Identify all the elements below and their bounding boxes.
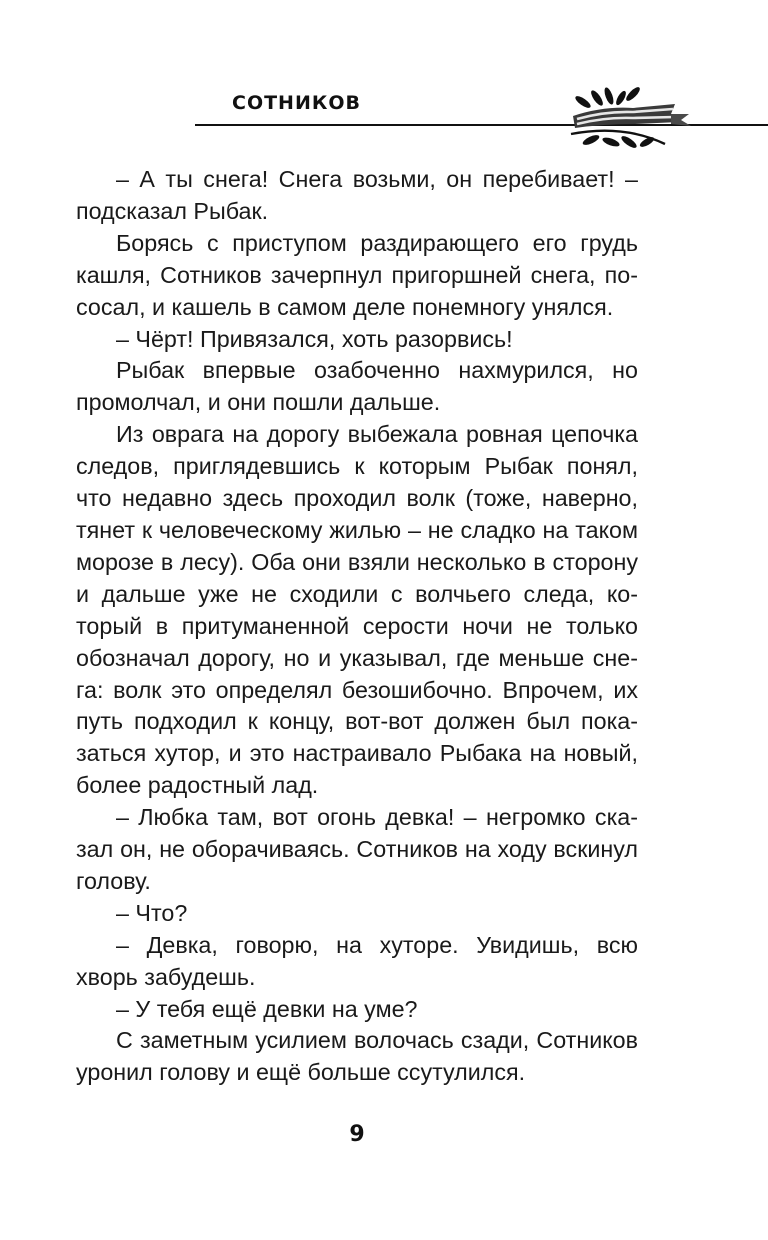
paragraph: Рыбак впервые озабоченно нахмурился, но промолчал, и они пошли дальше. — [76, 357, 638, 416]
paragraph: – Девка, говорю, на хуторе. Увидишь, всю хворь забудешь. — [76, 931, 638, 990]
page-number: 9 — [349, 1122, 365, 1147]
paragraph: – У тебя ещё девки на уме? — [116, 995, 418, 1022]
paragraph: Из оврага на дорогу выбежала ровная цепочка следов, приглядевшись к которым Рыбак понял, что недавно здесь проходил волк (тоже, наверно, тянет к человеческому жилью – не сладко на таком морозе в лесу). Оба они взяли несколько в сторону и дальше уже не сходили с волчьего следа, который в притуманенной серости ночи не только обозначал дорогу, но и указывал, где меньше снега: волк это определял безошибочно. Впрочем, их путь подходил к концу, вот-вот должен был показаться хутор, и это настраивало Рыбака на новый, более радостный лад. — [76, 421, 638, 799]
body-text — [76, 164, 638, 1089]
paragraph: – Чёрт! Привязался, хоть разорвись! — [116, 325, 513, 352]
paragraph: Борясь с приступом раздирающего его грудь кашля, Сотников зачерпнул пригоршней снега, пососал, и кашель в самом деле понемногу унялся. — [76, 229, 638, 320]
paragraph: С заметным усилием волочась сзади, Сотников уронил голову и ещё больше ссутулился. — [76, 1027, 638, 1086]
paragraph: – Что? — [116, 899, 188, 926]
paragraph: – А ты снега! Снега возьми, он перебивает! – подсказал Рыбак. — [76, 166, 638, 224]
laurel-ribbon-icon — [563, 84, 695, 150]
running-head-title: СОТНИКОВ — [232, 92, 362, 114]
paragraph: – Любка там, вот огонь девка! – негромко сказал он, не оборачиваясь. Сотников на ходу вскинул голову. — [76, 804, 638, 894]
